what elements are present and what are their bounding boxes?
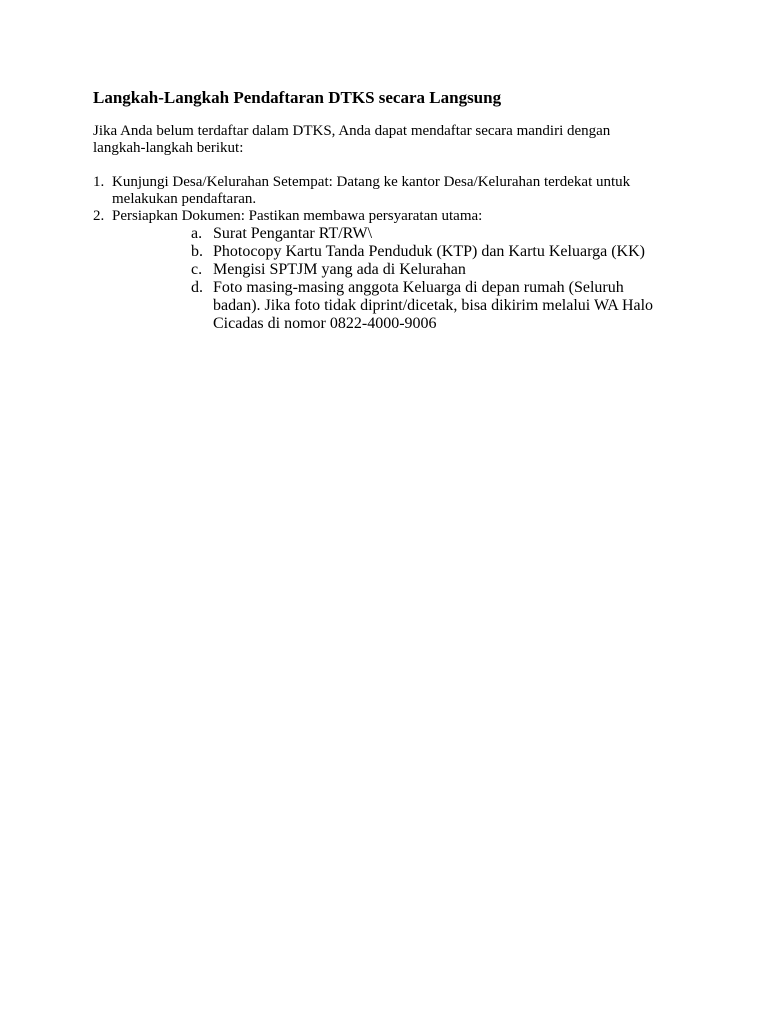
document-page [93,88,673,333]
step-item [93,174,673,208]
requirement-text: Cicadas di nomor 0822-4000-9006 [213,315,437,332]
step-number: 1. [93,174,105,190]
requirement-text: badan). Jika foto tidak diprint/dicetak, bisa dikirim melalui WA Halo [213,297,654,314]
requirement-letter: b. [191,243,203,260]
requirement-item [93,243,673,261]
requirement-item [93,279,673,333]
step-item [93,208,673,225]
requirement-text: Surat Pengantar RT/RW\ [213,225,373,242]
steps-list [93,174,673,225]
requirement-letter: a. [191,225,203,242]
requirement-text: Photocopy Kartu Tanda Penduduk (KTP) dan Kartu Keluarga (KK) [213,243,645,260]
requirement-text: Mengisi SPTJM yang ada di Kelurahan [213,261,466,278]
requirement-letter: c. [191,261,203,278]
document-title: Langkah-Langkah Pendaftaran DTKS secara Langsung [93,88,502,107]
intro-line: langkah-langkah berikut: [93,140,244,156]
requirement-item [93,261,673,279]
requirement-letter: d. [191,279,203,296]
intro-paragraph [93,123,673,157]
step-text: Kunjungi Desa/Kelurahan Setempat: Datang ke kantor Desa/Kelurahan terdekat untuk [112,174,631,190]
requirement-text: Foto masing-masing anggota Keluarga di depan rumah (Seluruh [213,279,624,296]
requirement-item [93,225,673,243]
intro-line: Jika Anda belum terdaftar dalam DTKS, Anda dapat mendaftar secara mandiri dengan [93,123,611,139]
step-number: 2. [93,208,105,224]
step-text: Persiapkan Dokumen: Pastikan membawa persyaratan utama: [112,208,483,224]
requirements-list [93,225,673,333]
step-text: melakukan pendaftaran. [112,191,257,207]
